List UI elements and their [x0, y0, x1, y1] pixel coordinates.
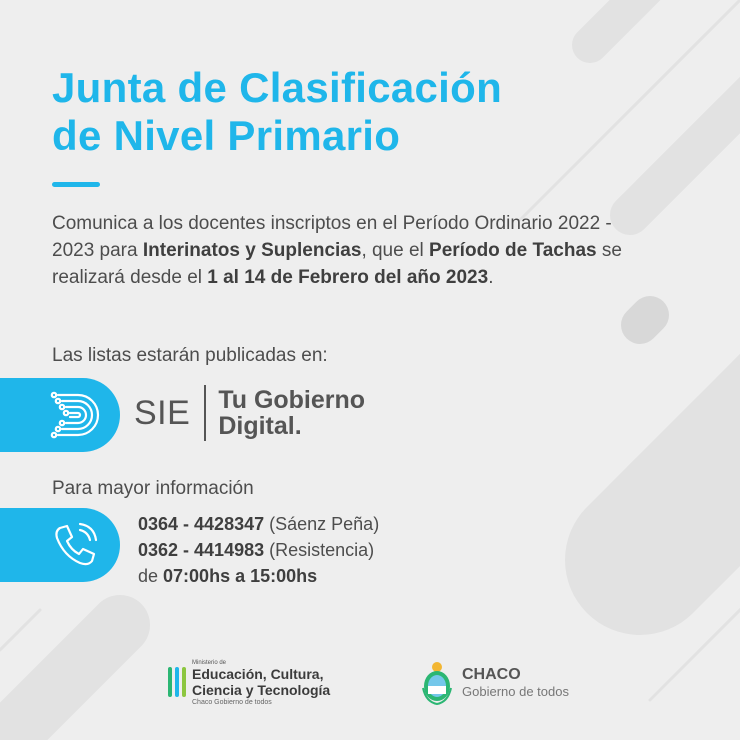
- ministry-bars-icon: [168, 667, 186, 697]
- ministry-logo: Ministerio de Educación, Cultura, Ciencia y Tecnología Chaco Gobierno de todos: [168, 660, 330, 706]
- title-line-1: Junta de Clasificación: [52, 64, 503, 111]
- phone-saenz-pena: 0364 - 4428347 (Sáenz Peña): [138, 514, 380, 534]
- chaco-shield-icon: [420, 658, 454, 706]
- page-title: [52, 64, 502, 160]
- title-line-2: de Nivel Primario: [52, 112, 401, 159]
- title-underline: [52, 182, 100, 187]
- tu-gobierno-digital: Tu Gobierno Digital.: [218, 386, 366, 440]
- info-label: Para mayor información: [52, 478, 254, 499]
- chaco-logo: CHACO Gobierno de todos: [420, 658, 569, 706]
- bold-interinatos: Interinatos y Suplencias: [142, 240, 362, 261]
- fingerprint-circuit-icon: [48, 387, 104, 443]
- sie-divider: [204, 385, 206, 441]
- lists-label: Las listas estarán publicadas en:: [52, 345, 328, 366]
- phone-pill: [0, 508, 120, 582]
- phone-resistencia: 0362 - 4414983 (Resistencia): [138, 540, 375, 560]
- bold-dates: 1 al 14 de Febrero del año 2023: [207, 267, 489, 288]
- phone-icon: [52, 522, 100, 568]
- bold-periodo-tachas: Período de Tachas: [429, 240, 597, 261]
- announcement-text: Comunica a los docentes inscriptos en el Período Ordinario 2022 - 2023 para Interinatos y Suplencias, que el Período de Tachas se realizará desde el 1 al 14 de Febrero del año 2023.: [52, 213, 622, 288]
- office-hours: de 07:00hs a 15:00hs: [138, 566, 318, 586]
- sie-pill: [0, 378, 120, 452]
- sie-text: SIE: [134, 393, 191, 432]
- contact-info: [138, 511, 379, 589]
- sie-logo: [134, 384, 365, 442]
